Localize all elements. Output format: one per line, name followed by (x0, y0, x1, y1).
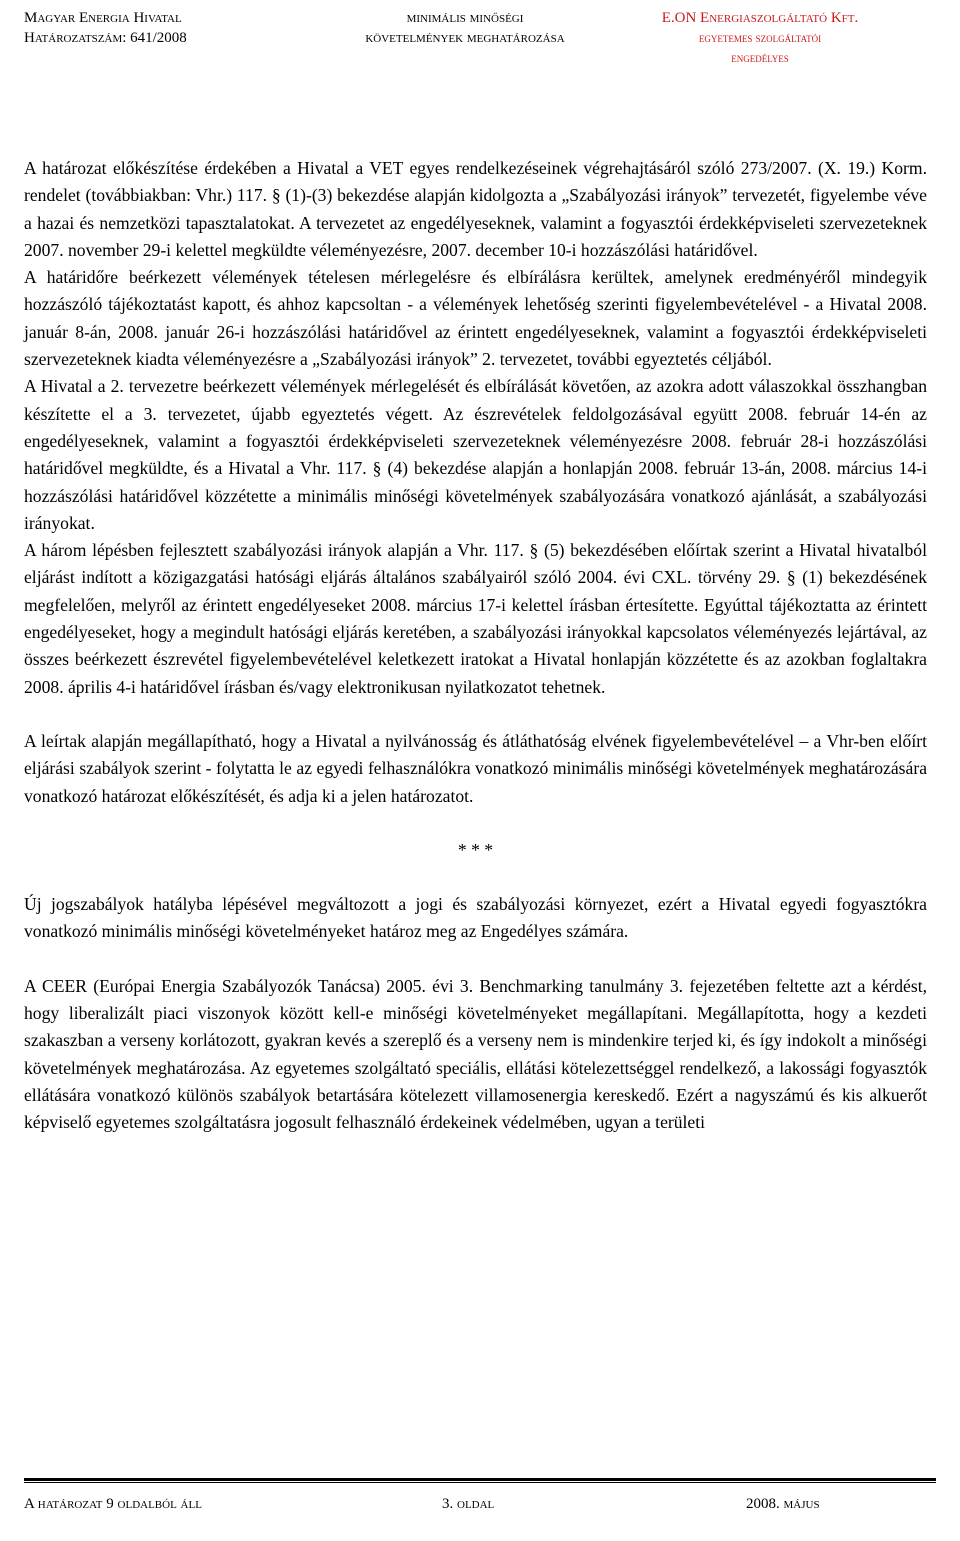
paragraph-new-legislation: Új jogszabályok hatályba lépésével megváltozott a jogi és szabályozási környezet, ezért a Hivatal egyedi fogyasztókra vonatkozó minimális minőségi követelményeket határoz meg az Engedélyes számára. (24, 894, 927, 942)
header-authority (24, 8, 294, 48)
header-authority-name: Magyar Energia Hivatal (24, 10, 182, 26)
document-body (24, 155, 927, 1137)
paragraph-preparation: A határozat előkészítése érdekében a Hivatal a VET egyes rendelkezéseinek végrehajtásáról szóló 273/2007. (X. 19.) Korm. rendelet (továbbiakban: Vhr.) 117. § (1)-(3) bekezdése alapján kidolgozta a „Szabályozási irányok” tervezetét, figyelembe véve a hazai és nemzetközi tapasztalatokat. A tervezetet az engedélyeseknek, valamint a fogyasztói érdekképviseleti szervezeteknek 2007. november 29-i kelettel megküldte véleményezésre, 2007. december 10-i hozzászólási határidővel. (24, 158, 927, 260)
header-subject-line1: minimális minőségi (406, 10, 524, 26)
header-decision-number: Határozatszám: 641/2008 (24, 30, 187, 46)
paragraph-opinions: A határidőre beérkezett vélemények tételesen mérlegelésre és elbírálásra kerültek, amelynek eredményéről mindegyik hozzászóló tájékoztatást kapott, és ahhoz kapcsoltan - a vélemények lehetőség szerinti figyelembevételével - a Hivatal 2008. január 8-án, 2008. január 26-i hozzászólási határidővel az érintett engedélyeseknek, valamint a fogyasztói érdekképviseleti szervezeteknek kiadta véleményezésre a „Szabályozási irányok” 2. tervezetet, további egyeztetés céljából. (24, 267, 927, 370)
footer-date: 2008. május (746, 1496, 820, 1512)
paragraph-third-draft: A Hivatal a 2. tervezetre beérkezett vélemények mérlegelését és elbírálását követően, az azokra adott válaszokkal összhangban készítette el a 3. tervezetet, újabb egyeztetés végett. Az észrevételek feldolgozásával együtt 2008. február 14-én az engedélyeseknek, valamint a fogyasztói érdekképviseleti szervezeteknek véleményezésre 2008. február 28-i hozzászólási határidővel megküldte, és a Hivatal a Vhr. 117. § (4) bekezdése alapján a honlapján 2008. február 13-án, 2008. március 14-i hozzászólási határidővel közzétette a minimális minőségi követelmények szabályozására vonatkozó ajánlását, a szabályozási irányokat. (24, 376, 927, 533)
header-subject-line2: követelmények meghatározása (365, 30, 565, 46)
footer-page-count: A határozat 9 oldalból áll (24, 1496, 202, 1512)
footer-page-number: 3. oldal (442, 1496, 495, 1512)
header-licensee-type-line1: egyetemes szolgáltatói (698, 30, 822, 45)
footer-divider (24, 1478, 936, 1483)
section-separator: * * * (457, 839, 494, 860)
header-licensee-type-line2: engedélyes (731, 50, 789, 65)
header-licensee-name: E.ON Energiaszolgáltató Kft. (661, 10, 859, 26)
header-subject (300, 8, 630, 48)
header-licensee (584, 8, 936, 68)
paragraph-conclusion: A leírtak alapján megállapítható, hogy a Hivatal a nyilvánosság és átláthatóság elvének figyelembevételével – a Vhr-ben előírt eljárási szabályok szerint - folytatta le az egyedi felhasználókra vonatkozó minimális minőségi követelmények meghatározására vonatkozó határozat előkészítését, és adja ki a jelen határozatot. (24, 730, 927, 806)
paragraph-procedure: A három lépésben fejlesztett szabályozási irányok alapján a Vhr. 117. § (5) bekezdésében előírtak szerint a Hivatal hivatalból eljárást indított a közigazgatási hatósági eljárás általános szabályairól szóló 2004. évi CXL. törvény 29. § (1) bekezdésének megfelelően, melyről az érintett engedélyeseket 2008. március 17-i kelettel írásban értesítette. Egyúttal tájékoztatta az érintett engedélyeseket, hogy a megindult hatósági eljárás keretében, a szabályozási irányokkal kapcsolatos véleményezés lejártával, az összes beérkezett észrevétel figyelembevételével keletkezett iratokat a Hivatal honlapján közzétette és az azokban foglaltakra 2008. április 4-i határidővel írásban és/vagy elektronikusan nyilatkozatot tehetnek. (24, 540, 927, 697)
paragraph-ceer: A CEER (Európai Energia Szabályozók Tanácsa) 2005. évi 3. Benchmarking tanulmány 3. fejezetében feltette azt a kérdést, hogy liberalizált piaci viszonyok között kell-e minőségi követelményeket megállapítani. Megállapította, hogy a kezdeti szakaszban a verseny korlátozott, gyakran kevés a szereplő és a verseny nem is mindenkire terjed ki, és így indokolt a minőségi követelmények meghatározása. Az egyetemes szolgáltató speciális, ellátási kötelezettséggel rendelkező, a lakossági fogyasztók ellátására vonatkozó különös szabályok betartására kötelezett villamosenergia kereskedő. Ezért a nagyszámú és kis alkuerőt képviselő egyetemes szolgáltatásra jogosult felhasználó érdekeinek védelmében, ugyan a területi (24, 975, 927, 1133)
page-header (24, 8, 936, 68)
